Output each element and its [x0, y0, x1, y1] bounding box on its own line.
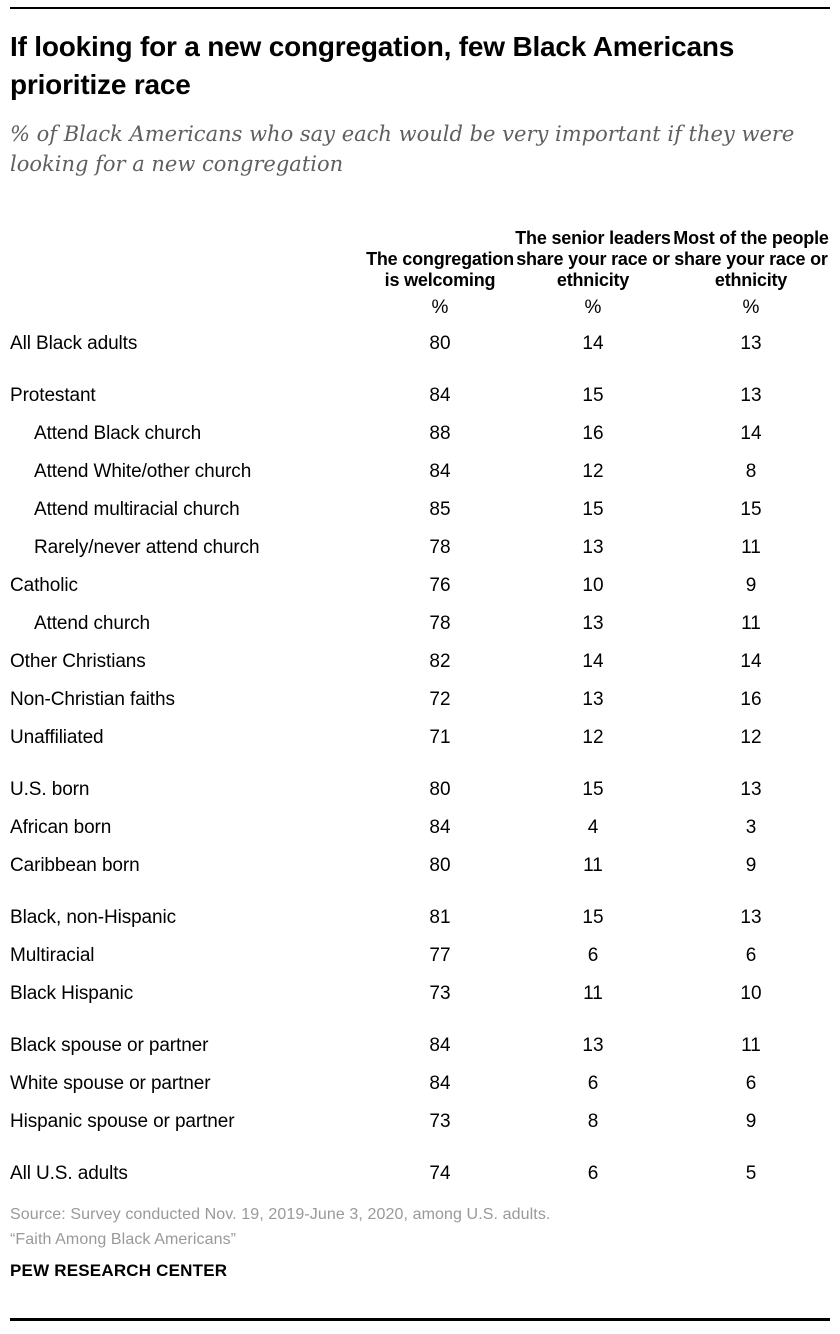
row-value: 14 [740, 423, 762, 445]
pew-research-center-brand: PEW RESEARCH CENTER [10, 1261, 228, 1281]
row-value: 13 [582, 613, 604, 635]
row-value: 11 [741, 1035, 761, 1057]
row-label: Black spouse or partner [10, 1035, 209, 1057]
row-value: 11 [583, 983, 603, 1005]
row-label: Attend church [34, 613, 150, 635]
row-value: 8 [745, 461, 757, 483]
row-value: 6 [587, 1163, 599, 1185]
row-label: Attend multiracial church [34, 499, 240, 521]
chart-subtitle: % of Black Americans who say each would be very important if they were looking for a new congregation [10, 121, 795, 177]
row-value: 12 [582, 727, 604, 749]
row-value: 84 [429, 817, 451, 839]
column-header-most-people: Most of the people share your race or ethnicity [673, 228, 829, 291]
row-label: White spouse or partner [10, 1073, 211, 1095]
row-value: 13 [740, 907, 762, 929]
row-value: 13 [740, 779, 762, 801]
row-value: 6 [587, 1073, 599, 1095]
row-value: 6 [745, 1073, 757, 1095]
row-label: Unaffiliated [10, 727, 104, 749]
table-row [10, 847, 830, 885]
row-value: 9 [745, 855, 757, 877]
row-value: 84 [429, 385, 451, 407]
row-value: 88 [429, 423, 451, 445]
table-row [10, 377, 830, 415]
row-label: African born [10, 817, 112, 839]
row-label: All U.S. adults [10, 1163, 128, 1185]
table-row [10, 529, 830, 567]
row-value: 10 [582, 575, 604, 597]
row-label: All Black adults [10, 333, 138, 355]
row-value: 71 [429, 727, 451, 749]
row-value: 6 [745, 945, 757, 967]
unit-row [10, 291, 830, 325]
row-value: 85 [429, 499, 451, 521]
column-header-welcoming: The congregation is welcoming [366, 249, 514, 291]
row-value: 5 [745, 1163, 757, 1185]
row-value: 4 [587, 817, 599, 839]
row-value: 78 [429, 613, 451, 635]
row-value: 80 [429, 855, 451, 877]
table-row [10, 1103, 830, 1141]
row-label: Multiracial [10, 945, 95, 967]
row-value: 82 [429, 651, 451, 673]
row-value: 3 [745, 817, 757, 839]
row-label: Non-Christian faiths [10, 689, 175, 711]
row-value: 84 [429, 1035, 451, 1057]
top-rule [10, 7, 830, 9]
row-value: 11 [741, 613, 761, 635]
row-value: 77 [429, 945, 451, 967]
table-row [10, 643, 830, 681]
row-value: 74 [429, 1163, 451, 1185]
table-row [10, 491, 830, 529]
table-row [10, 415, 830, 453]
row-value: 11 [583, 855, 603, 877]
row-value: 14 [582, 333, 604, 355]
row-value: 11 [741, 537, 761, 559]
row-value: 14 [740, 651, 762, 673]
row-value: 6 [587, 945, 599, 967]
row-value: 15 [740, 499, 762, 521]
row-value: 9 [745, 575, 757, 597]
row-value: 13 [740, 333, 762, 355]
table-row [10, 809, 830, 847]
row-value: 16 [740, 689, 762, 711]
table-row [10, 567, 830, 605]
row-value: 15 [582, 907, 604, 929]
table-row [10, 771, 830, 809]
row-value: 73 [429, 983, 451, 1005]
row-value: 16 [582, 423, 604, 445]
row-value: 72 [429, 689, 451, 711]
row-label: Protestant [10, 385, 96, 407]
table-row [10, 1155, 830, 1193]
table-row [10, 975, 830, 1013]
row-label: Black Hispanic [10, 983, 134, 1005]
row-label: Caribbean born [10, 855, 140, 877]
row-value: 13 [582, 1035, 604, 1057]
table-row [10, 681, 830, 719]
unit-label: % [431, 297, 449, 319]
row-label: U.S. born [10, 779, 90, 801]
row-label: Attend White/other church [34, 461, 252, 483]
row-value: 78 [429, 537, 451, 559]
row-value: 80 [429, 779, 451, 801]
unit-label: % [584, 297, 602, 319]
row-value: 81 [429, 907, 451, 929]
footer [10, 1203, 830, 1281]
table-row [10, 1065, 830, 1103]
table-row [10, 1027, 830, 1065]
table-row [10, 719, 830, 757]
column-header-senior-leaders: The senior leaders share your race or ethnicity [515, 228, 671, 291]
row-value: 80 [429, 333, 451, 355]
source-note: Source: Survey conducted Nov. 19, 2019-June 3, 2020, among U.S. adults. [10, 1206, 551, 1224]
row-value: 12 [582, 461, 604, 483]
row-value: 15 [582, 499, 604, 521]
row-value: 73 [429, 1111, 451, 1133]
row-label: Other Christians [10, 651, 146, 673]
row-value: 9 [745, 1111, 757, 1133]
report-title-note: “Faith Among Black Americans” [10, 1231, 237, 1249]
table-row [10, 899, 830, 937]
row-value: 14 [582, 651, 604, 673]
unit-label: % [742, 297, 760, 319]
row-label: Attend Black church [34, 423, 202, 445]
table-header [10, 191, 830, 291]
table-rows [10, 325, 830, 1193]
row-value: 10 [740, 983, 762, 1005]
table-row [10, 937, 830, 975]
row-value: 76 [429, 575, 451, 597]
row-label: Catholic [10, 575, 78, 597]
bottom-rule [10, 1318, 830, 1321]
row-value: 15 [582, 779, 604, 801]
row-value: 84 [429, 461, 451, 483]
row-value: 84 [429, 1073, 451, 1095]
table-row [10, 453, 830, 491]
chart-title: If looking for a new congregation, few Black Americans prioritize race [10, 31, 735, 100]
row-label: Rarely/never attend church [34, 537, 260, 559]
row-value: 15 [582, 385, 604, 407]
row-value: 13 [582, 689, 604, 711]
row-label: Black, non-Hispanic [10, 907, 177, 929]
row-value: 13 [582, 537, 604, 559]
row-value: 13 [740, 385, 762, 407]
table-row [10, 605, 830, 643]
row-value: 8 [587, 1111, 599, 1133]
row-label: Hispanic spouse or partner [10, 1111, 235, 1133]
row-value: 12 [740, 727, 762, 749]
table-row [10, 325, 830, 363]
